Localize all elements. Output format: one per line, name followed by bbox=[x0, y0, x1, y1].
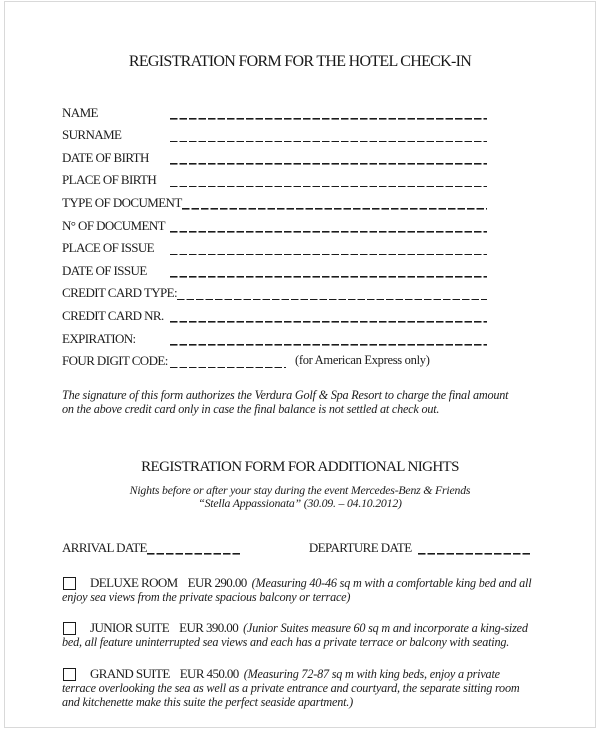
arrival-date-blank[interactable] bbox=[147, 540, 241, 555]
field-label-surname: SURNAME bbox=[62, 127, 122, 143]
amex-only-note: (for American Express only) bbox=[295, 353, 430, 368]
four-digit-code-label: FOUR DIGIT CODE: bbox=[62, 353, 168, 369]
room-option-grand-suite bbox=[62, 667, 534, 709]
room-checkbox-grand-suite[interactable] bbox=[63, 668, 76, 681]
room-price: EUR 450.00 bbox=[179, 665, 239, 681]
field-label-name: NAME bbox=[62, 104, 98, 120]
arrival-date-label: ARRIVAL DATE bbox=[62, 539, 147, 555]
field-blank-type-of-document[interactable] bbox=[182, 195, 487, 210]
field-row-date-of-birth bbox=[62, 142, 487, 165]
room-name: GRAND SUITE bbox=[90, 665, 170, 681]
field-label-type-of-document: TYPE OF DOCUMENT bbox=[62, 194, 182, 210]
field-blank-date-of-issue[interactable] bbox=[170, 263, 487, 278]
field-blank-place-of-issue[interactable] bbox=[170, 240, 487, 255]
departure-date-blank[interactable] bbox=[418, 540, 531, 555]
field-blank-credit-card-type[interactable] bbox=[177, 285, 487, 300]
dates-row bbox=[5, 540, 595, 555]
field-row-name bbox=[62, 97, 487, 120]
field-row-no-of-document bbox=[62, 210, 487, 233]
field-row-date-of-issue bbox=[62, 255, 487, 278]
arrival-date-group bbox=[62, 540, 241, 555]
field-row-credit-card-nr bbox=[62, 300, 487, 323]
departure-date-group bbox=[309, 540, 531, 555]
field-blank-expiration[interactable] bbox=[170, 331, 487, 346]
signature-authorization-note: The signature of this form authorizes the Verdura Golf & Spa Resort to charge the final amount on the above credit card only in case the final balance is not settled at check out. bbox=[62, 388, 509, 416]
field-label-date-of-birth: DATE OF BIRTH bbox=[62, 149, 149, 165]
room-price: EUR 290.00 bbox=[187, 574, 247, 590]
departure-date-label: DEPARTURE DATE bbox=[308, 539, 412, 555]
room-option-junior-suite bbox=[62, 621, 534, 650]
field-row-type-of-document bbox=[62, 187, 487, 210]
event-name-dates: “Stella Appassionata” (30.09. – 04.10.2012) bbox=[198, 495, 402, 510]
field-label-place-of-issue: PLACE OF ISSUE bbox=[62, 240, 155, 256]
field-blank-no-of-document[interactable] bbox=[170, 218, 487, 233]
room-description: (Junior Suites measure 60 sq m and incorporate a king-sized bed, all feature uninterrupted sea views and each has a private terrace or balcony with seating. bbox=[62, 621, 528, 650]
room-options bbox=[5, 576, 534, 710]
field-label-credit-card-type: CREDIT CARD TYPE: bbox=[62, 285, 178, 301]
room-description: (Measuring 40-46 sq m with a comfortable king bed and all enjoy sea views from the private spacious balcony or terrace) bbox=[62, 575, 532, 604]
field-blank-name[interactable] bbox=[170, 105, 487, 120]
field-row-place-of-birth bbox=[62, 165, 487, 188]
room-name: DELUXE ROOM bbox=[90, 574, 178, 590]
field-blank-place-of-birth[interactable] bbox=[170, 172, 487, 187]
room-description: (Measuring 72-87 sq m with king beds, enjoy a private terrace overlooking the sea as well as a private entrance and courtyard, the separate sitting room and kitchenette make this suite the perfect seaside apartment.) bbox=[62, 666, 520, 709]
field-label-expiration: EXPIRATION: bbox=[62, 330, 136, 346]
field-row-expiration bbox=[62, 323, 487, 346]
additional-nights-title: REGISTRATION FORM FOR ADDITIONAL NIGHTS bbox=[141, 458, 459, 475]
field-label-place-of-birth: PLACE OF BIRTH bbox=[62, 172, 157, 188]
field-label-credit-card-nr: CREDIT CARD NR. bbox=[62, 307, 164, 323]
room-option-deluxe-room bbox=[62, 576, 534, 605]
event-subtitle: Nights before or after your stay during the event Mercedes-Benz & Friends bbox=[129, 482, 471, 497]
four-digit-code-row bbox=[62, 346, 487, 369]
document-page bbox=[4, 1, 596, 728]
form-title: REGISTRATION FORM FOR THE HOTEL CHECK-IN bbox=[128, 53, 472, 70]
room-price: EUR 390.00 bbox=[179, 620, 239, 636]
field-row-surname bbox=[62, 120, 487, 143]
field-blank-surname[interactable] bbox=[170, 127, 487, 142]
room-name: JUNIOR SUITE bbox=[90, 620, 170, 636]
field-label-date-of-issue: DATE OF ISSUE bbox=[62, 262, 147, 278]
field-blank-date-of-birth[interactable] bbox=[170, 150, 487, 165]
field-row-place-of-issue bbox=[62, 233, 487, 256]
personal-data-fields bbox=[5, 97, 487, 346]
field-row-credit-card-type bbox=[62, 278, 487, 301]
four-digit-code-blank[interactable] bbox=[170, 353, 286, 368]
room-checkbox-junior-suite[interactable] bbox=[63, 622, 76, 635]
room-checkbox-deluxe-room[interactable] bbox=[63, 577, 76, 590]
field-label-no-of-document: N° OF DOCUMENT bbox=[62, 217, 165, 233]
field-blank-credit-card-nr[interactable] bbox=[170, 308, 487, 323]
